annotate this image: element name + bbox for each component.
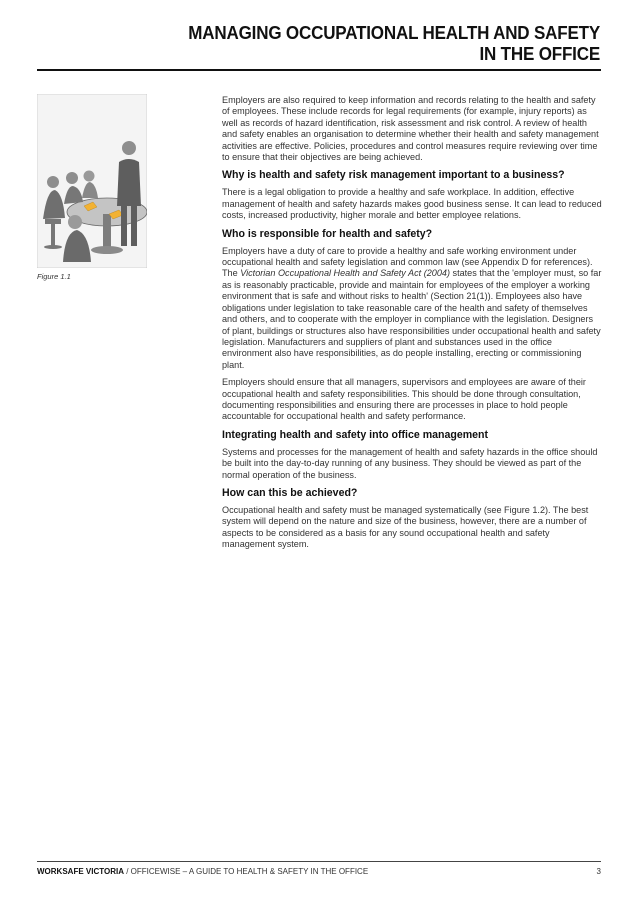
footer-separator: / xyxy=(123,867,131,876)
page-title xyxy=(122,22,600,64)
paragraph-text: states that the 'employer must, so far as is reasonably practicable, provide and maintain for employees of the employer a working environment that is safe and without risks to health' (Section 21(1)). Employees also have obligations under legislation to take reasonable care of the health and safety of themselves and others, and to cooperate with the employer in compliance with the legislation. Designers of plant, buildings or structures also have responsibilities under occupational health and safety legislation. Manufacturers and suppliers of plant and substances used in the office environment also have responsibilities, as do people installing, erecting or commissioning plant. xyxy=(222,268,602,370)
main-content xyxy=(222,95,602,557)
page-number: 3 xyxy=(596,867,601,876)
section-heading: Integrating health and safety into office management xyxy=(222,428,489,441)
header-divider xyxy=(37,69,601,71)
paragraph-text: Employers have a duty of care to provide a healthy and safe working environment under occupational health and safety legislation and common law (see Appendix D for references). The xyxy=(222,245,593,279)
page-title-line-1: MANAGING OCCUPATIONAL HEALTH AND SAFETY xyxy=(188,22,600,43)
footer-brand: WORKSAFE VICTORIA xyxy=(37,867,124,876)
footer-divider xyxy=(37,861,601,862)
paragraph: Systems and processes for the management of health and safety hazards in the office should be built into the day-to-day running of any business. They should be viewed as part of the normal operation of the business. xyxy=(222,446,598,480)
footer-title: OFFICEWISE – A GUIDE TO HEALTH & SAFETY IN THE OFFICE xyxy=(130,867,369,876)
paragraph: There is a legal obligation to provide a healthy and safe workplace. In addition, effective management of health and safety hazards makes good business sense. It can lead to reduced costs, increased productivity, higher morale and better employee relations. xyxy=(222,187,602,221)
paragraph xyxy=(222,246,602,371)
section-heading: Who is responsible for health and safety? xyxy=(222,227,433,240)
section-heading: How can this be achieved? xyxy=(222,486,358,499)
act-title: Victorian Occupational Health and Safety Act (2004) xyxy=(240,268,450,279)
paragraph: Employers are also required to keep information and records relating to the health and safety of employees. These include records for legal requirements (for example, injury reports) as well as records of hazard identification, risk assessment and risk control. A review of health and safety enables an organisation to determine whether their health and safety management activities are effective. Policies, procedures and control measures require reviewing over time to ensure that their objectives are being achieved. xyxy=(222,95,599,163)
paragraph: Occupational health and safety must be managed systematically (see Figure 1.2). The best system will depend on the nature and size of the business, however, there are a number of aspects to be considered as a basis for any sound occupational health and safety management system. xyxy=(222,504,589,550)
footer xyxy=(37,867,601,876)
page-title-line-2: IN THE OFFICE xyxy=(479,43,600,64)
figure-caption: Figure 1.1 xyxy=(37,272,71,281)
paragraph: Employers should ensure that all managers, supervisors and employees are aware of their occupational health and safety responsibilities. This should be done through consultation, documenting responsibilities and ensuring there are processes in place to hold people accountable for occupational health and safety performance. xyxy=(222,377,586,422)
meeting-illustration xyxy=(37,94,147,268)
section-heading: Why is health and safety risk management important to a business? xyxy=(222,169,565,182)
